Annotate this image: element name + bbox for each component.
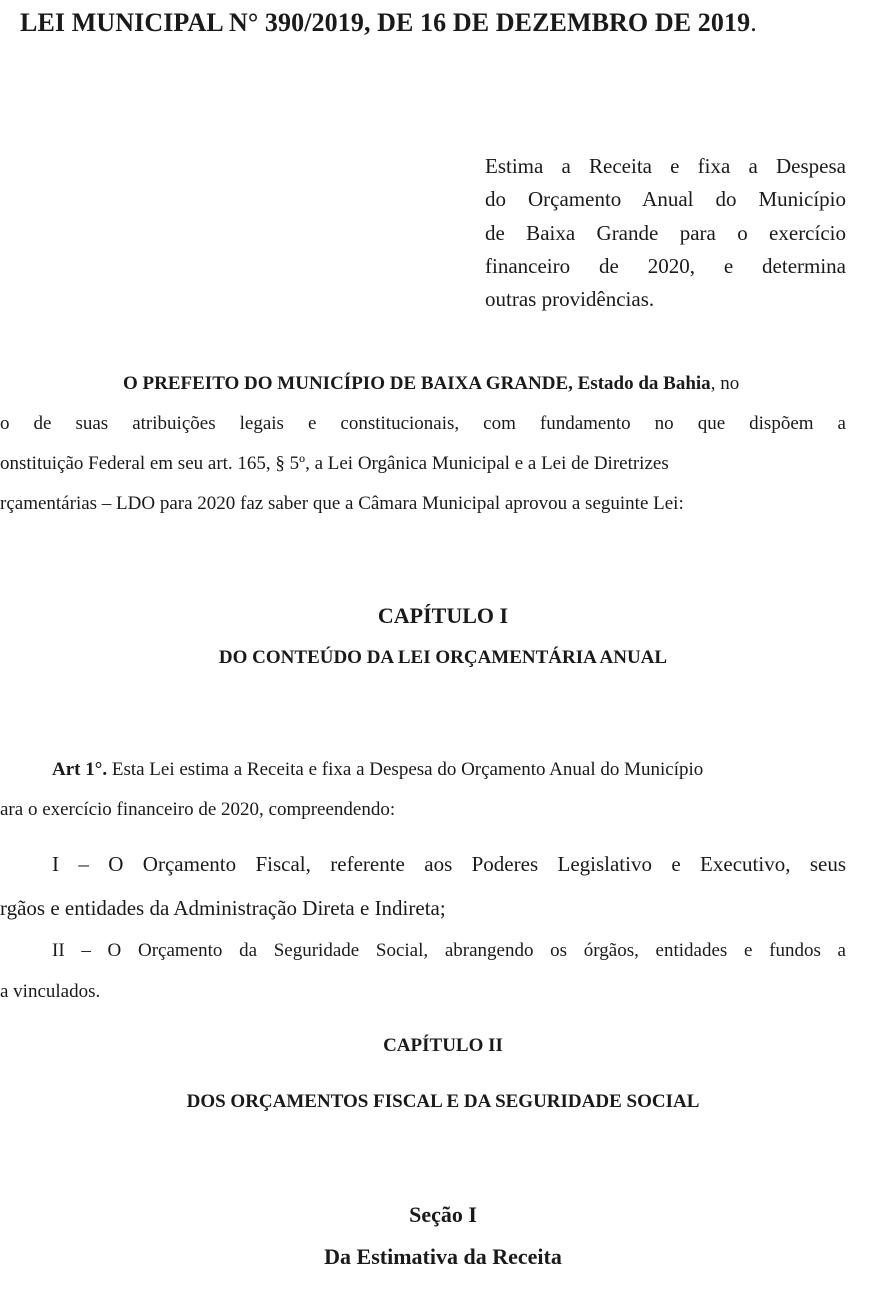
article-1-line bbox=[52, 759, 703, 781]
summary-line: do Orçamento Anual do Município bbox=[485, 187, 846, 212]
summary-line: financeiro de 2020, e determina bbox=[485, 253, 846, 278]
preamble-line: rçamentárias – LDO para 2020 faz saber que a Câmara Municipal aprovou a seguinte Lei: bbox=[0, 493, 684, 514]
preamble-line: o de suas atribuições legais e constitucionais, com fundamento no que dispõem a bbox=[0, 413, 846, 434]
preamble-line bbox=[123, 373, 739, 395]
article-1-item-1: I – O Orçamento Fiscal, referente aos Poderes Legislativo e Executivo, seus bbox=[52, 852, 846, 876]
chapter-1-heading: CAPÍTULO I bbox=[377, 603, 509, 628]
summary-line: outras providências. bbox=[485, 287, 655, 312]
law-title bbox=[20, 8, 757, 38]
chapter-1-title: DO CONTEÚDO DA LEI ORÇAMENTÁRIA ANUAL bbox=[218, 647, 668, 668]
law-title-period: . bbox=[750, 8, 757, 37]
preamble-bold-lead: O PREFEITO DO MUNICÍPIO DE BAIXA GRANDE, Estado da Bahia bbox=[123, 373, 711, 394]
law-title-text: LEI MUNICIPAL N° 390/2019, DE 16 DE DEZEMBRO DE 2019 bbox=[20, 8, 751, 37]
article-1-item-1-cont: rgãos e entidades da Administração Direta e Indireta; bbox=[0, 896, 446, 920]
summary-line: Estima a Receita e fixa a Despesa bbox=[485, 154, 846, 178]
chapter-2-title: DOS ORÇAMENTOS FISCAL E DA SEGURIDADE SOCIAL bbox=[186, 1091, 700, 1112]
preamble-line1-rest: , no bbox=[710, 373, 740, 394]
section-1-title: Da Estimativa da Receita bbox=[324, 1244, 562, 1269]
preamble-line: onstituição Federal em seu art. 165, § 5º, a Lei Orgânica Municipal e a Lei de Diretrizes bbox=[0, 453, 669, 474]
article-1-line: ara o exercício financeiro de 2020, compreendendo: bbox=[0, 799, 396, 820]
article-1-label: Art 1°. bbox=[52, 759, 108, 780]
article-1-item-2-cont: a vinculados. bbox=[0, 981, 101, 1002]
article-1-text: Esta Lei estima a Receita e fixa a Despesa do Orçamento Anual do Município bbox=[107, 759, 704, 780]
law-summary bbox=[485, 150, 846, 316]
article-1-item-2: II – O Orçamento da Seguridade Social, abrangendo os órgãos, entidades e fundos a bbox=[52, 940, 846, 961]
summary-line: de Baixa Grande para o exercício bbox=[485, 220, 846, 245]
chapter-2-heading: CAPÍTULO II bbox=[383, 1035, 503, 1056]
section-1-heading: Seção I bbox=[409, 1202, 477, 1227]
